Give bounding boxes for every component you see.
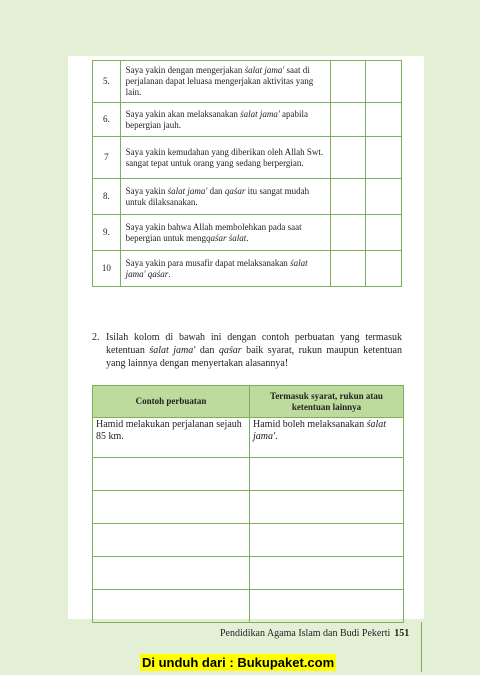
- checkbox-cell-1[interactable]: [330, 251, 365, 287]
- checkbox-cell-2[interactable]: [365, 215, 401, 251]
- example-cell-rule[interactable]: Hamid boleh melaksanakan śalat jama'.: [250, 418, 404, 458]
- statement-number: 6.: [93, 103, 121, 137]
- statement-row: [93, 215, 402, 251]
- answer-cell-action[interactable]: [93, 590, 250, 623]
- statement-table: [92, 60, 402, 287]
- statement-text: Saya yakin śalat jama' dan qaśar itu sangat mudah untuk dilaksanakan.: [120, 179, 330, 215]
- statement-row: [93, 137, 402, 179]
- statement-text: Saya yakin bahwa Allah membolehkan pada saat bepergian untuk mengqaśar śalat.: [120, 215, 330, 251]
- book-title: Pendidikan Agama Islam dan Budi Pekerti: [220, 628, 391, 639]
- checkbox-cell-2[interactable]: [365, 251, 401, 287]
- answer-cell-rule[interactable]: [250, 557, 404, 590]
- empty-row: [93, 524, 404, 557]
- checkbox-cell-2[interactable]: [365, 179, 401, 215]
- checkbox-cell-1[interactable]: [330, 137, 365, 179]
- statement-number: 10: [93, 251, 121, 287]
- checkbox-cell-1[interactable]: [330, 61, 365, 103]
- statement-row: [93, 61, 402, 103]
- example-cell-action[interactable]: Hamid melakukan perjalanan sejauh 85 km.: [93, 418, 250, 458]
- answer-cell-rule[interactable]: [250, 590, 404, 623]
- question-number: 2.: [92, 332, 100, 343]
- statement-number: 5.: [93, 61, 121, 103]
- watermark: Di unduh dari : Bukupaket.com: [142, 655, 335, 670]
- checkbox-cell-2[interactable]: [365, 61, 401, 103]
- answer-cell-action[interactable]: [93, 491, 250, 524]
- statement-row: [93, 251, 402, 287]
- statement-number: 7: [93, 137, 121, 179]
- statement-text: Saya yakin dengan mengerjakan śalat jama' saat di perjalanan dapat leluasa mengerjakan aktivitas yang lain.: [120, 61, 330, 103]
- example-row: [93, 418, 404, 458]
- checkbox-cell-2[interactable]: [365, 103, 401, 137]
- page-footer: [220, 628, 420, 639]
- statement-text: Saya yakin kemudahan yang diberikan oleh Allah Swt. sangat tepat untuk orang yang sedang berpergian.: [120, 137, 330, 179]
- header-contoh: Contoh perbuatan: [93, 386, 250, 418]
- answer-cell-rule[interactable]: [250, 458, 404, 491]
- checkbox-cell-1[interactable]: [330, 103, 365, 137]
- answer-cell-rule[interactable]: [250, 491, 404, 524]
- statement-row: [93, 179, 402, 215]
- footer-divider: [421, 622, 422, 672]
- statement-text: Saya yakin akan melaksanakan śalat jama' apabila bepergian jauh.: [120, 103, 330, 137]
- statement-number: 9.: [93, 215, 121, 251]
- statement-number: 8.: [93, 179, 121, 215]
- checkbox-cell-1[interactable]: [330, 179, 365, 215]
- statement-text: Saya yakin para musafir dapat melaksanakan śalat jama' qaśar.: [120, 251, 330, 287]
- empty-row: [93, 590, 404, 623]
- empty-row: [93, 458, 404, 491]
- answer-cell-action[interactable]: [93, 524, 250, 557]
- empty-row: [93, 491, 404, 524]
- statement-row: [93, 103, 402, 137]
- header-ketentuan: Termasuk syarat, rukun atau ketentuan lainnya: [250, 386, 404, 418]
- page-number: 151: [394, 628, 410, 639]
- example-table: [92, 385, 404, 623]
- answer-cell-action[interactable]: [93, 458, 250, 491]
- checkbox-cell-2[interactable]: [365, 137, 401, 179]
- checkbox-cell-1[interactable]: [330, 215, 365, 251]
- answer-cell-action[interactable]: [93, 557, 250, 590]
- empty-row: [93, 557, 404, 590]
- question-text: Isilah kolom di bawah ini dengan contoh perbuatan yang termasuk ketentuan śalat jama' dan qaśar baik syarat, rukun maupun ketentuan yang lainnya dengan menyertakan alasannya!: [106, 332, 402, 369]
- question-2: [92, 331, 402, 370]
- answer-cell-rule[interactable]: [250, 524, 404, 557]
